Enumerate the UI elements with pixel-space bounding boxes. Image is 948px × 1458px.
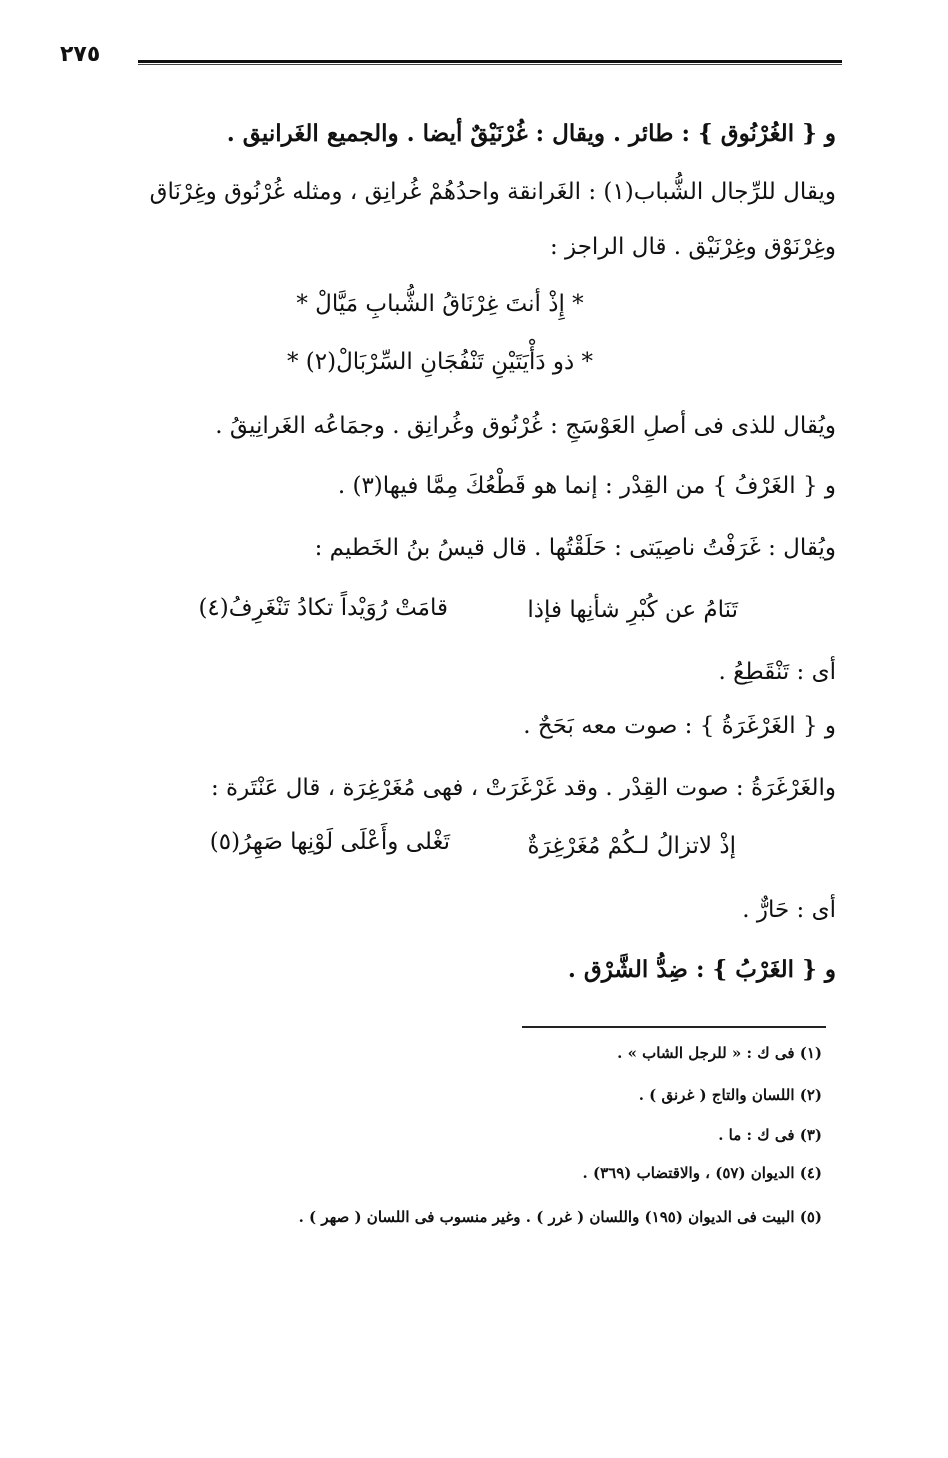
header-rule-thin [138,64,842,65]
verse-hemistich-first: تَنَامُ عن كُبْرِ شأنِها فإذا [527,597,738,623]
body-line: و { الغُرْنُوق } : طائر . ويقال : غُرْنَيْقٌ أيضا . والجميع الغَرانيق . [226,120,836,147]
footnote: (٤) الديوان (٥٧) ، والاقتضاب (٣٦٩) . [582,1164,822,1182]
body-line: أى : تَنْقَطِعُ . [718,659,836,685]
body-line: أى : حَارٌّ . [742,897,836,923]
verse-hemistich-second: تَغْلى وأَعْلَى لَوْنِها صَهِرُ(٥) [209,829,450,855]
body-line: ويقال للرِّجال الشُّباب(١) : الغَرانقة واحدُهُمْ غُرانِق ، ومثله غُرْنُوق وغِرْنَاق [149,179,836,205]
body-line: و { الغَرْفُ } من القِدْر : إنما هو قَطْعُكَ مِمَّا فيها(٣) . [337,473,836,499]
rajaz-verse: * ذو دَأْيَتَيْنِ تَنْفُجَانِ السِّرْبَالْ(٢) * [286,349,594,375]
body-line: ويُقال للذى فى أصلِ العَوْسَجِ : غُرْنُوق وغُرانِق . وجمَاعُه الغَرانِيقُ . [215,413,836,439]
footnote: (٥) البيت فى الديوان (١٩٥) واللسان ( غرر ) . وغير منسوب فى اللسان ( صهر ) . [298,1208,822,1226]
footnote-rule [522,1026,826,1028]
scan-edge-mark [938,62,942,106]
footnote: (٣) فى ك : ما . [718,1126,822,1144]
verse-hemistich-first: إذْ لاتزالُ لـكُمْ مُغَرْغِرَةٌ [527,833,736,859]
body-line: و { الغَرْبُ } : ضِدُّ الشَّرْق . [567,956,836,983]
footnote: (١) فى ك : « للرجل الشاب » . [617,1044,822,1062]
footnote: (٢) اللسان والتاج ( غرنق ) . [638,1086,822,1104]
body-line: والغَرْغَرَةُ : صوت القِدْر . وقد غَرْغَرَتْ ، فهى مُغَرْغِرَة ، قال عَنْتَرة : [211,775,836,801]
verse-hemistich-second: قامَتْ رُوَيْداً تكادُ تَنْغَرِفُ(٤) [198,595,448,621]
header-rule [138,60,842,63]
page-number: ٢٧٥ [60,42,101,67]
body-line: و { الغَرْغَرَةُ } : صوت معه بَحَحٌ . [523,713,836,739]
body-line: وغِرْنَوْق وغِرْنَيْق . قال الراجز : [549,234,836,260]
rajaz-verse: * إِذْ أنتَ غِرْنَاقُ الشُّبابِ مَيَّالْ * [296,291,584,317]
body-line: ويُقال : غَرَفْتُ ناصِيَتى : حَلَقْتُها . قال قيسُ بنُ الخَطيم : [314,535,836,561]
